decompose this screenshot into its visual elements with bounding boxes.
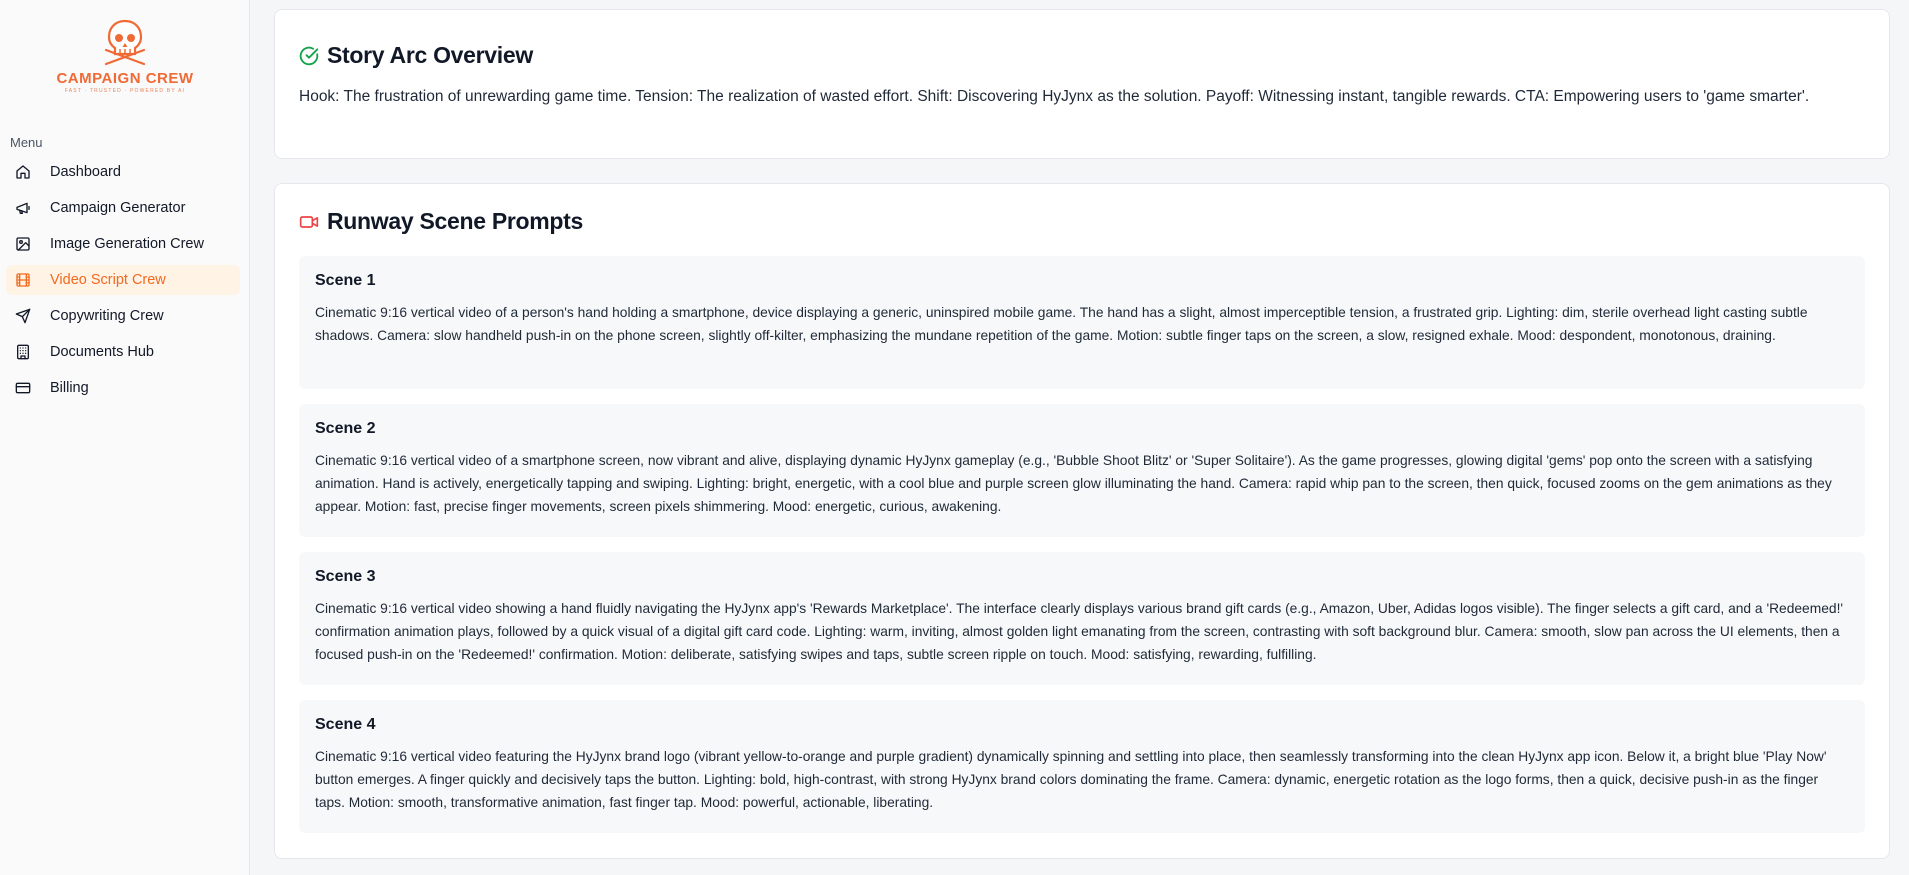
scene-list xyxy=(299,256,1865,848)
building-icon xyxy=(15,344,31,360)
scene-description: Cinematic 9:16 vertical video featuring the HyJynx brand logo (vibrant yellow-to-orange and purple gradient) dynamically spinning and settling into place, then seamlessly transforming into the clean HyJynx app icon. Below it, a bright blue 'Play Now' button emerges. A finger quickly and decisively taps the button. Lighting: bold, high-contrast, with strong HyJynx brand colors dominating the frame. Camera: dynamic, energetic rotation as the logo forms, then a quick, decisive push-in as the finger taps. Motion: smooth, transformative animation, fast finger tap. Mood: powerful, actionable, liberating. xyxy=(315,749,1827,810)
story-arc-card xyxy=(274,9,1890,159)
credit-card-icon xyxy=(15,380,31,396)
story-arc-title: Story Arc Overview xyxy=(327,42,533,68)
sidebar xyxy=(0,0,250,875)
scene-card xyxy=(299,552,1865,685)
scene-prompts-header xyxy=(299,208,583,235)
sidebar-item-label: Image Generation Crew xyxy=(50,236,204,252)
sidebar-item-documents-hub[interactable] xyxy=(6,337,240,367)
sidebar-item-label: Video Script Crew xyxy=(50,272,166,288)
sidebar-item-image-generation-crew[interactable] xyxy=(6,229,240,259)
main-content xyxy=(250,0,1909,875)
scene-description: Cinematic 9:16 vertical video showing a hand fluidly navigating the HyJynx app's 'Rewards Marketplace'. The interface clearly displays various brand gift cards (e.g., Amazon, Uber, Adidas logos visible). The finger selects a gift card, and a 'Redeemed!' confirmation animation plays, followed by a quick visual of a digital gift card code. Lighting: warm, inviting, almost golden light emanating from the screen, contrasting with soft background blur. Camera: smooth, slow pan across the UI elements, then a focused push-in on the 'Redeemed!' confirmation. Motion: deliberate, satisfying swipes and taps, subtle screen ripple on touch. Mood: satisfying, rewarding, fulfilling. xyxy=(315,601,1844,662)
scene-card xyxy=(299,404,1865,537)
story-arc-header xyxy=(299,42,533,69)
megaphone-icon xyxy=(15,200,31,216)
scene-card xyxy=(299,256,1865,389)
check-circle-icon xyxy=(299,46,319,66)
image-icon xyxy=(15,236,31,252)
sidebar-item-dashboard[interactable] xyxy=(6,157,240,187)
sidebar-menu xyxy=(6,157,240,409)
sidebar-item-label: Campaign Generator xyxy=(50,200,186,216)
scene-description: Cinematic 9:16 vertical video of a person's hand holding a smartphone, device displaying a generic, uninspired mobile game. The hand has a slight, almost imperceptible tension, a frustrated grip. Lighting: dim, sterile overhead light casting subtle shadows. Camera: slow handheld push-in on the phone screen, slightly off-kilter, emphasizing the mundane repetition of the game. Motion: subtle finger taps on the screen, a slow, resigned exhale. Mood: despondent, monotonous, draining. xyxy=(315,305,1808,343)
home-icon xyxy=(15,164,31,180)
send-icon xyxy=(15,308,31,324)
sidebar-item-label: Billing xyxy=(50,380,89,396)
scene-prompts-card xyxy=(274,183,1890,859)
sidebar-item-video-script-crew[interactable] xyxy=(6,265,240,295)
scene-title: Scene 3 xyxy=(315,568,376,585)
video-icon xyxy=(299,212,319,232)
sidebar-item-label: Dashboard xyxy=(50,164,121,180)
menu-label: Menu xyxy=(10,135,43,150)
sidebar-item-copywriting-crew[interactable] xyxy=(6,301,240,331)
scene-prompts-title: Runway Scene Prompts xyxy=(327,208,584,234)
brand-name: CAMPAIGN CREW xyxy=(56,70,194,87)
scene-title: Scene 2 xyxy=(315,420,376,437)
sidebar-item-label: Copywriting Crew xyxy=(50,308,164,324)
sidebar-item-campaign-generator[interactable] xyxy=(6,193,240,223)
scene-title: Scene 1 xyxy=(315,272,376,289)
brand-logo[interactable] xyxy=(55,18,195,98)
sidebar-item-billing[interactable] xyxy=(6,373,240,403)
sidebar-item-label: Documents Hub xyxy=(50,344,154,360)
scene-title: Scene 4 xyxy=(315,716,376,733)
story-arc-text: Hook: The frustration of unrewarding game time. Tension: The realization of wasted effort. Shift: Discovering HyJynx as the solution. Payoff: Witnessing instant, tangible rewards. CTA: Empowering users to 'game smarter'. xyxy=(299,88,1810,105)
scene-card xyxy=(299,700,1865,833)
brand-tagline: FAST · TRUSTED · POWERED BY AI xyxy=(64,88,186,94)
scene-description: Cinematic 9:16 vertical video of a smartphone screen, now vibrant and alive, displaying dynamic HyJynx gameplay (e.g., 'Bubble Shoot Blitz' or 'Super Solitaire'). As the game progresses, glowing digital 'gems' pop onto the screen with a satisfying animation. Hand is actively, energetically tapping and swiping. Lighting: bright, energetic, with a cool blue and purple screen glow illuminating the hand. Camera: rapid whip pan to the screen, then quick, focused zooms on the gem animations as they appear. Motion: fast, precise finger movements, screen pixels shimmering. Mood: energetic, curious, awakening. xyxy=(315,453,1832,514)
film-icon xyxy=(15,272,31,288)
skull-crossbones-icon xyxy=(100,18,150,68)
